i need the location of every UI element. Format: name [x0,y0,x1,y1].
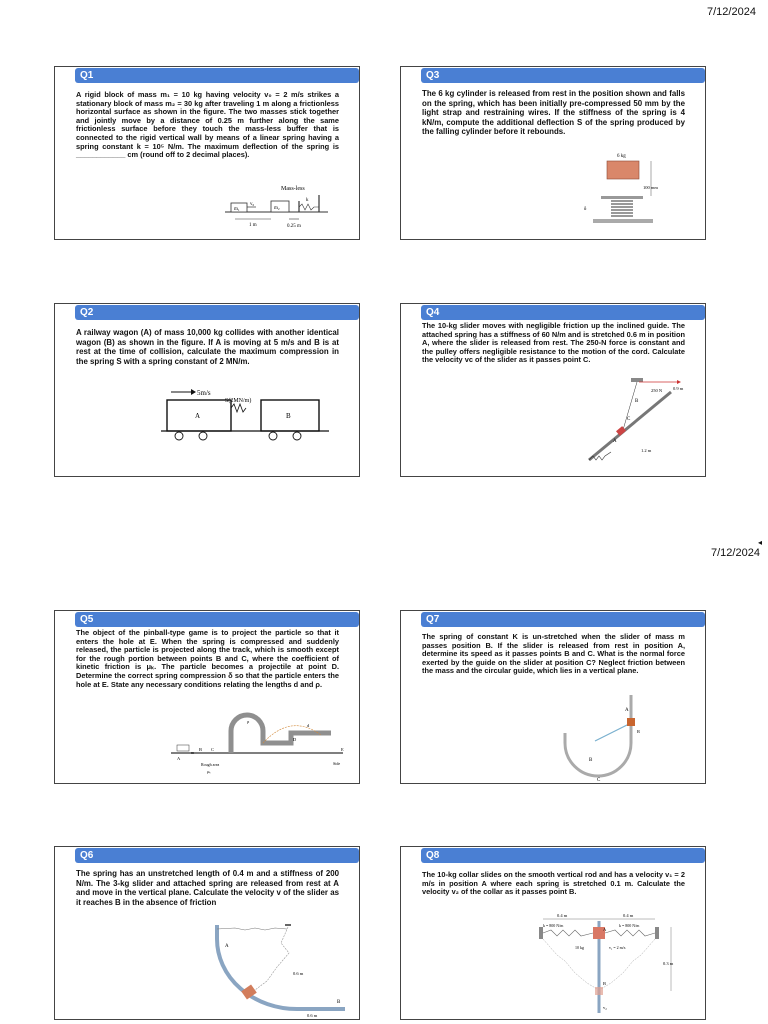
q8-b-label: B [603,981,607,986]
q1-d1-label: 1 m [249,223,257,228]
q5-mu-label: μₖ [207,769,211,774]
q3-dist-label: 100 mm [643,185,658,190]
q2-text: A railway wagon (A) of mass 10,000 kg collides with another identical wagon (B) as shown in the figure. If A is moving at 5 m/s and B is at rest at the time of collision, calculate the maximum compression in the spring S with a spring constant of 2 MN/m. [76,328,339,366]
q5-d-label: D [293,737,297,742]
q2-spring-label: S(2MN/m) [225,398,252,404]
q8-w1-label: 0.4 m [557,913,568,918]
q6-d2-label: 0.6 m [307,1013,318,1018]
q3-header: Q3 [421,68,705,83]
q6-b-label: B [337,1000,341,1005]
q4-d1-label: 0.9 m [673,386,684,391]
q5-rough-label: Rough area [201,762,220,767]
q2-b-label: B [286,412,291,420]
q7-text: The spring of constant K is un-stretched when the slider of mass m passes position B. If the slider is released from rest in position A, determine its speed as it passes points B and C. What is the normal force exerted by the guide on the slider at position C? Neglect friction between the mass and the circular guide, which lies in a vertical plane. [422,632,685,676]
q5-e-label: E [341,747,344,752]
slide-q2 [54,303,360,477]
q3-text: The 6 kg cylinder is released from rest in the position shown and falls on the spring, which has been initially pre-compressed 50 mm by the light strap and restraining wires. If the stiffness of the spring is 4 kN/m, compute the additional deflection S of the spring produced by the falling cylinder before it rebounds. [422,89,685,137]
q8-mass-label: 10 kg [575,945,584,950]
q5-dd-label: d [307,723,310,728]
q3-delta-label: δ [584,207,587,212]
q4-figure [581,372,691,472]
q1-figure [223,183,343,235]
q2-header: Q2 [75,305,359,320]
q4-c-label: C [627,417,631,422]
q7-r-label: R [637,729,641,734]
q4-a-label: A [613,439,617,444]
q8-text: The 10-kg collar slides on the smooth vertical rod and has a velocity v₁ = 2 m/s in position A where each spring is stretched 0.1 m. Calculate the velocity v₂ of the collar as it passes point B. [422,870,685,897]
q8-k2-label: k = 800 N/m [619,923,640,928]
date-bottom: 7/12/2024 [711,547,760,559]
q7-a-label: A [625,708,629,713]
q5-b-label: B [199,747,203,752]
q8-v2-label: v₂ [603,1005,607,1010]
q1-d2-label: 0.25 m [287,224,301,229]
slide-q1 [54,66,360,240]
slide-q7 [400,610,706,784]
q5-mu-small: m [191,750,195,755]
q3-figure [579,149,689,235]
q1-text: A rigid block of mass m₁ = 10 kg having velocity v₀ = 2 m/s strikes a stationary block of mass m₂ = 30 kg after traveling 1 m along a frictionless horizontal surface as shown in the figure. The two masses stick together and jointly move by a distance of 0.25 m further along the same frictionless surface before they touch the mass-less buffer that is connected to the rigid vertical wall by means of a linear spring having a spring constant k = 10⁵ N/m. The maximum deflection of the spring is ____________ cm (round off to 2 decimal places). [76,90,339,160]
q1-m1-label: m₁ [234,207,240,212]
slide-marker: ◂ [757,538,762,547]
q4-b-label: B [635,399,639,404]
q6-a-label: A [225,944,229,949]
q5-header: Q5 [75,612,359,627]
slide-q6 [54,846,360,1020]
q1-massless-label: Mass-less [281,186,305,192]
slide-q3 [400,66,706,240]
q1-m2-label: m₂ [274,206,280,211]
q5-figure [171,703,356,781]
q1-header: Q1 [75,68,359,83]
q5-rho-label: ρ [247,719,250,724]
q5-text: The object of the pinball-type game is to project the particle so that it enters the hole at E. When the spring is compressed and suddenly released, the particle is projected along the track, which is smooth except for the rough portion between points B and C, where the coefficient of kinetic friction is μₖ. The particle becomes a projectile at point D. Determine the correct spring compression δ so that the particle enters the hole at E. State any necessary conditions relating the lengths d and ρ. [76,628,339,689]
q1-k-label: k [306,198,309,203]
q2-figure [161,386,333,446]
slide-q4 [400,303,706,477]
q8-k1-label: k = 800 N/m [543,923,564,928]
q8-figure [531,909,691,1019]
q7-c-label: C [597,778,601,783]
q7-b-label: B [589,758,593,763]
q7-header: Q7 [421,612,705,627]
q6-header: Q6 [75,848,359,863]
q8-a-label: A [603,927,607,932]
slide-q5 [54,610,360,784]
q8-h-label: 0.3 m [663,961,674,966]
q8-w2-label: 0.4 m [623,913,634,918]
q4-text: The 10-kg slider moves with negligible friction up the inclined guide. The attached spring has a stiffness of 60 N/m and is stretched 0.6 m in position A, where the slider is released from rest. The 250-N force is constant and the pulley offers negligible resistance to the motion of the cord. Calculate the velocity vc of the slider as it passes point C. [422,321,685,365]
q8-v1-label: v₁ = 2 m/s [609,945,626,950]
q5-a-label: A [177,756,181,761]
q6-figure [205,919,355,1019]
q5-side-label: Side [333,761,341,766]
slide-q8 [400,846,706,1020]
q1-v0-label: v₀ [250,202,255,207]
q4-force-label: 250 N [651,388,663,393]
date-top: 7/12/2024 [707,6,756,18]
q7-figure [557,693,677,783]
q5-c-label: C [211,747,215,752]
q4-header: Q4 [421,305,705,320]
q6-d1-label: 0.6 m [293,971,304,976]
q2-speed-label: 5m/s [197,389,211,397]
q3-mass-label: 6 kg [617,154,626,159]
q2-a-label: A [195,412,201,420]
q8-header: Q8 [421,848,705,863]
q4-d2-label: 1.2 m [641,448,652,453]
q6-text: The spring has an unstretched length of 0.4 m and a stiffness of 200 N/m. The 3-kg slider and attached spring are released from rest at A and move in the vertical plane. Calculate the velocity v of the slider as it reaches B in the absence of friction [76,869,339,907]
